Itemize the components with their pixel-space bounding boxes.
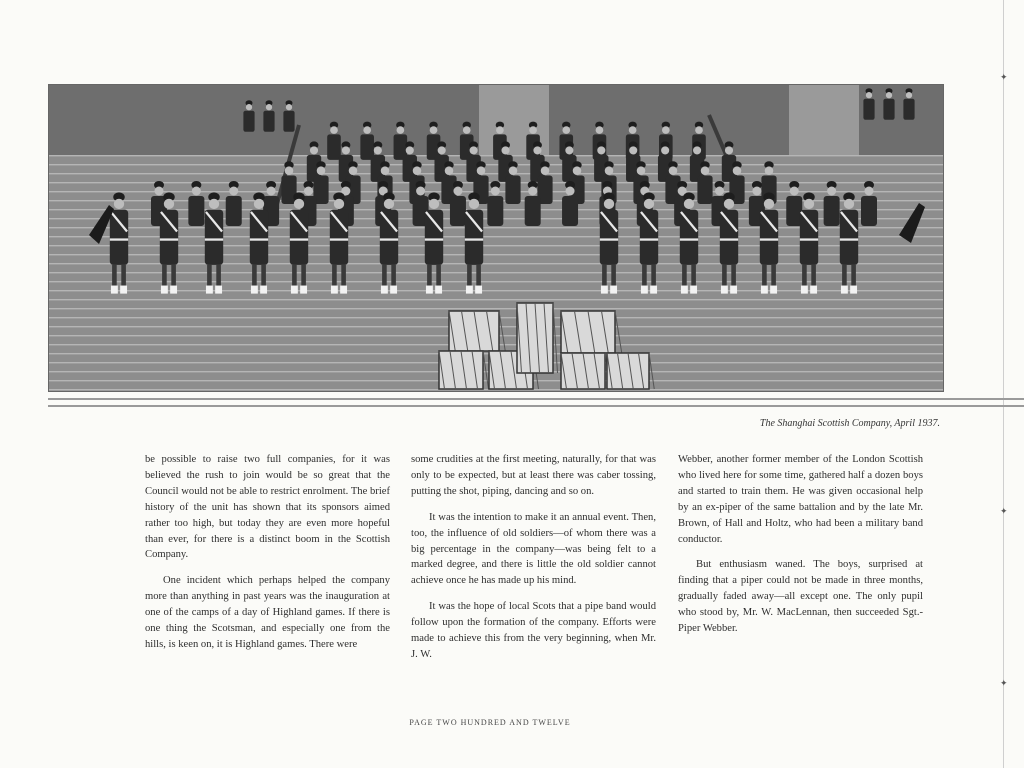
step-line	[49, 299, 943, 300]
paragraph: some crudities at the first meeting, naturally, for that was only to be expected, but at least there was caber tossing, putting the shot, piping, dancing and so on.	[411, 454, 656, 497]
step-line	[49, 173, 943, 174]
text-column-2	[411, 452, 656, 663]
binding-mark: ✦	[1000, 72, 1008, 82]
step-line	[49, 272, 943, 273]
divider-rule-top	[48, 398, 1024, 400]
divider-rule-bottom	[48, 405, 1024, 407]
binding-mark: ✦	[1000, 678, 1008, 688]
paragraph: Webber, another former member of the London Scottish who lived here for some time, gathered half a dozen boys and started to train them. He was given occasional help by an ex-piper of the same battalion and by the late Mr. Brown, of Hall and Holtz, who had been a military band conductor.	[678, 454, 923, 545]
step-line	[49, 308, 943, 309]
paragraph: It was the hope of local Scots that a pipe band would follow upon the formation of the company. Efforts were made to achieve this from the very beginning, when Mr. J. W.	[411, 601, 656, 660]
paragraph: One incident which perhaps helped the company more than anything in past years was the inauguration at one of the camps of a day of Highland games. If there is one thing the Scotsman, and especially one from the hills, is keen on, it is Highland games. There were	[145, 575, 390, 650]
paragraph: But enthusiasm waned. The boys, surprised at finding that a piper could not be made in three months, gradually faded away—all except one. The only pupil who stood by, Mr. W. MacLennan, then succeeded Sgt.-Piper Webber.	[678, 559, 923, 635]
step-line	[49, 164, 943, 165]
paragraph: be possible to raise two full companies, for it was believed the rush to join would be so great that the Council would not be able to restrict enrolment. The brief history of the unit has shown that its sponsors aimed rather too high, but today they are even more hopeful than ever, for there is a distinct boom in the Scottish Company.	[145, 454, 390, 561]
photo-illustration	[49, 85, 943, 391]
text-column-3	[678, 452, 923, 637]
binding-mark: ✦	[1000, 506, 1008, 516]
photo-caption: The Shanghai Scottish Company, April 1937.	[759, 418, 940, 429]
step-line	[49, 281, 943, 282]
step-line	[49, 290, 943, 291]
aisle-stairs	[789, 85, 859, 155]
text-column-1	[145, 452, 390, 653]
paragraph: It was the intention to make it an annual event. Then, too, the influence of old soldiers—of whom there was a big percentage in the company—was being felt to a marked degree, and there is little the old soldier cannot achieve once he has made up his mind.	[411, 511, 656, 587]
page-number: PAGE TWO HUNDRED AND TWELVE	[409, 718, 571, 727]
page-gutter-line	[1003, 0, 1004, 768]
group-photograph	[48, 84, 944, 392]
